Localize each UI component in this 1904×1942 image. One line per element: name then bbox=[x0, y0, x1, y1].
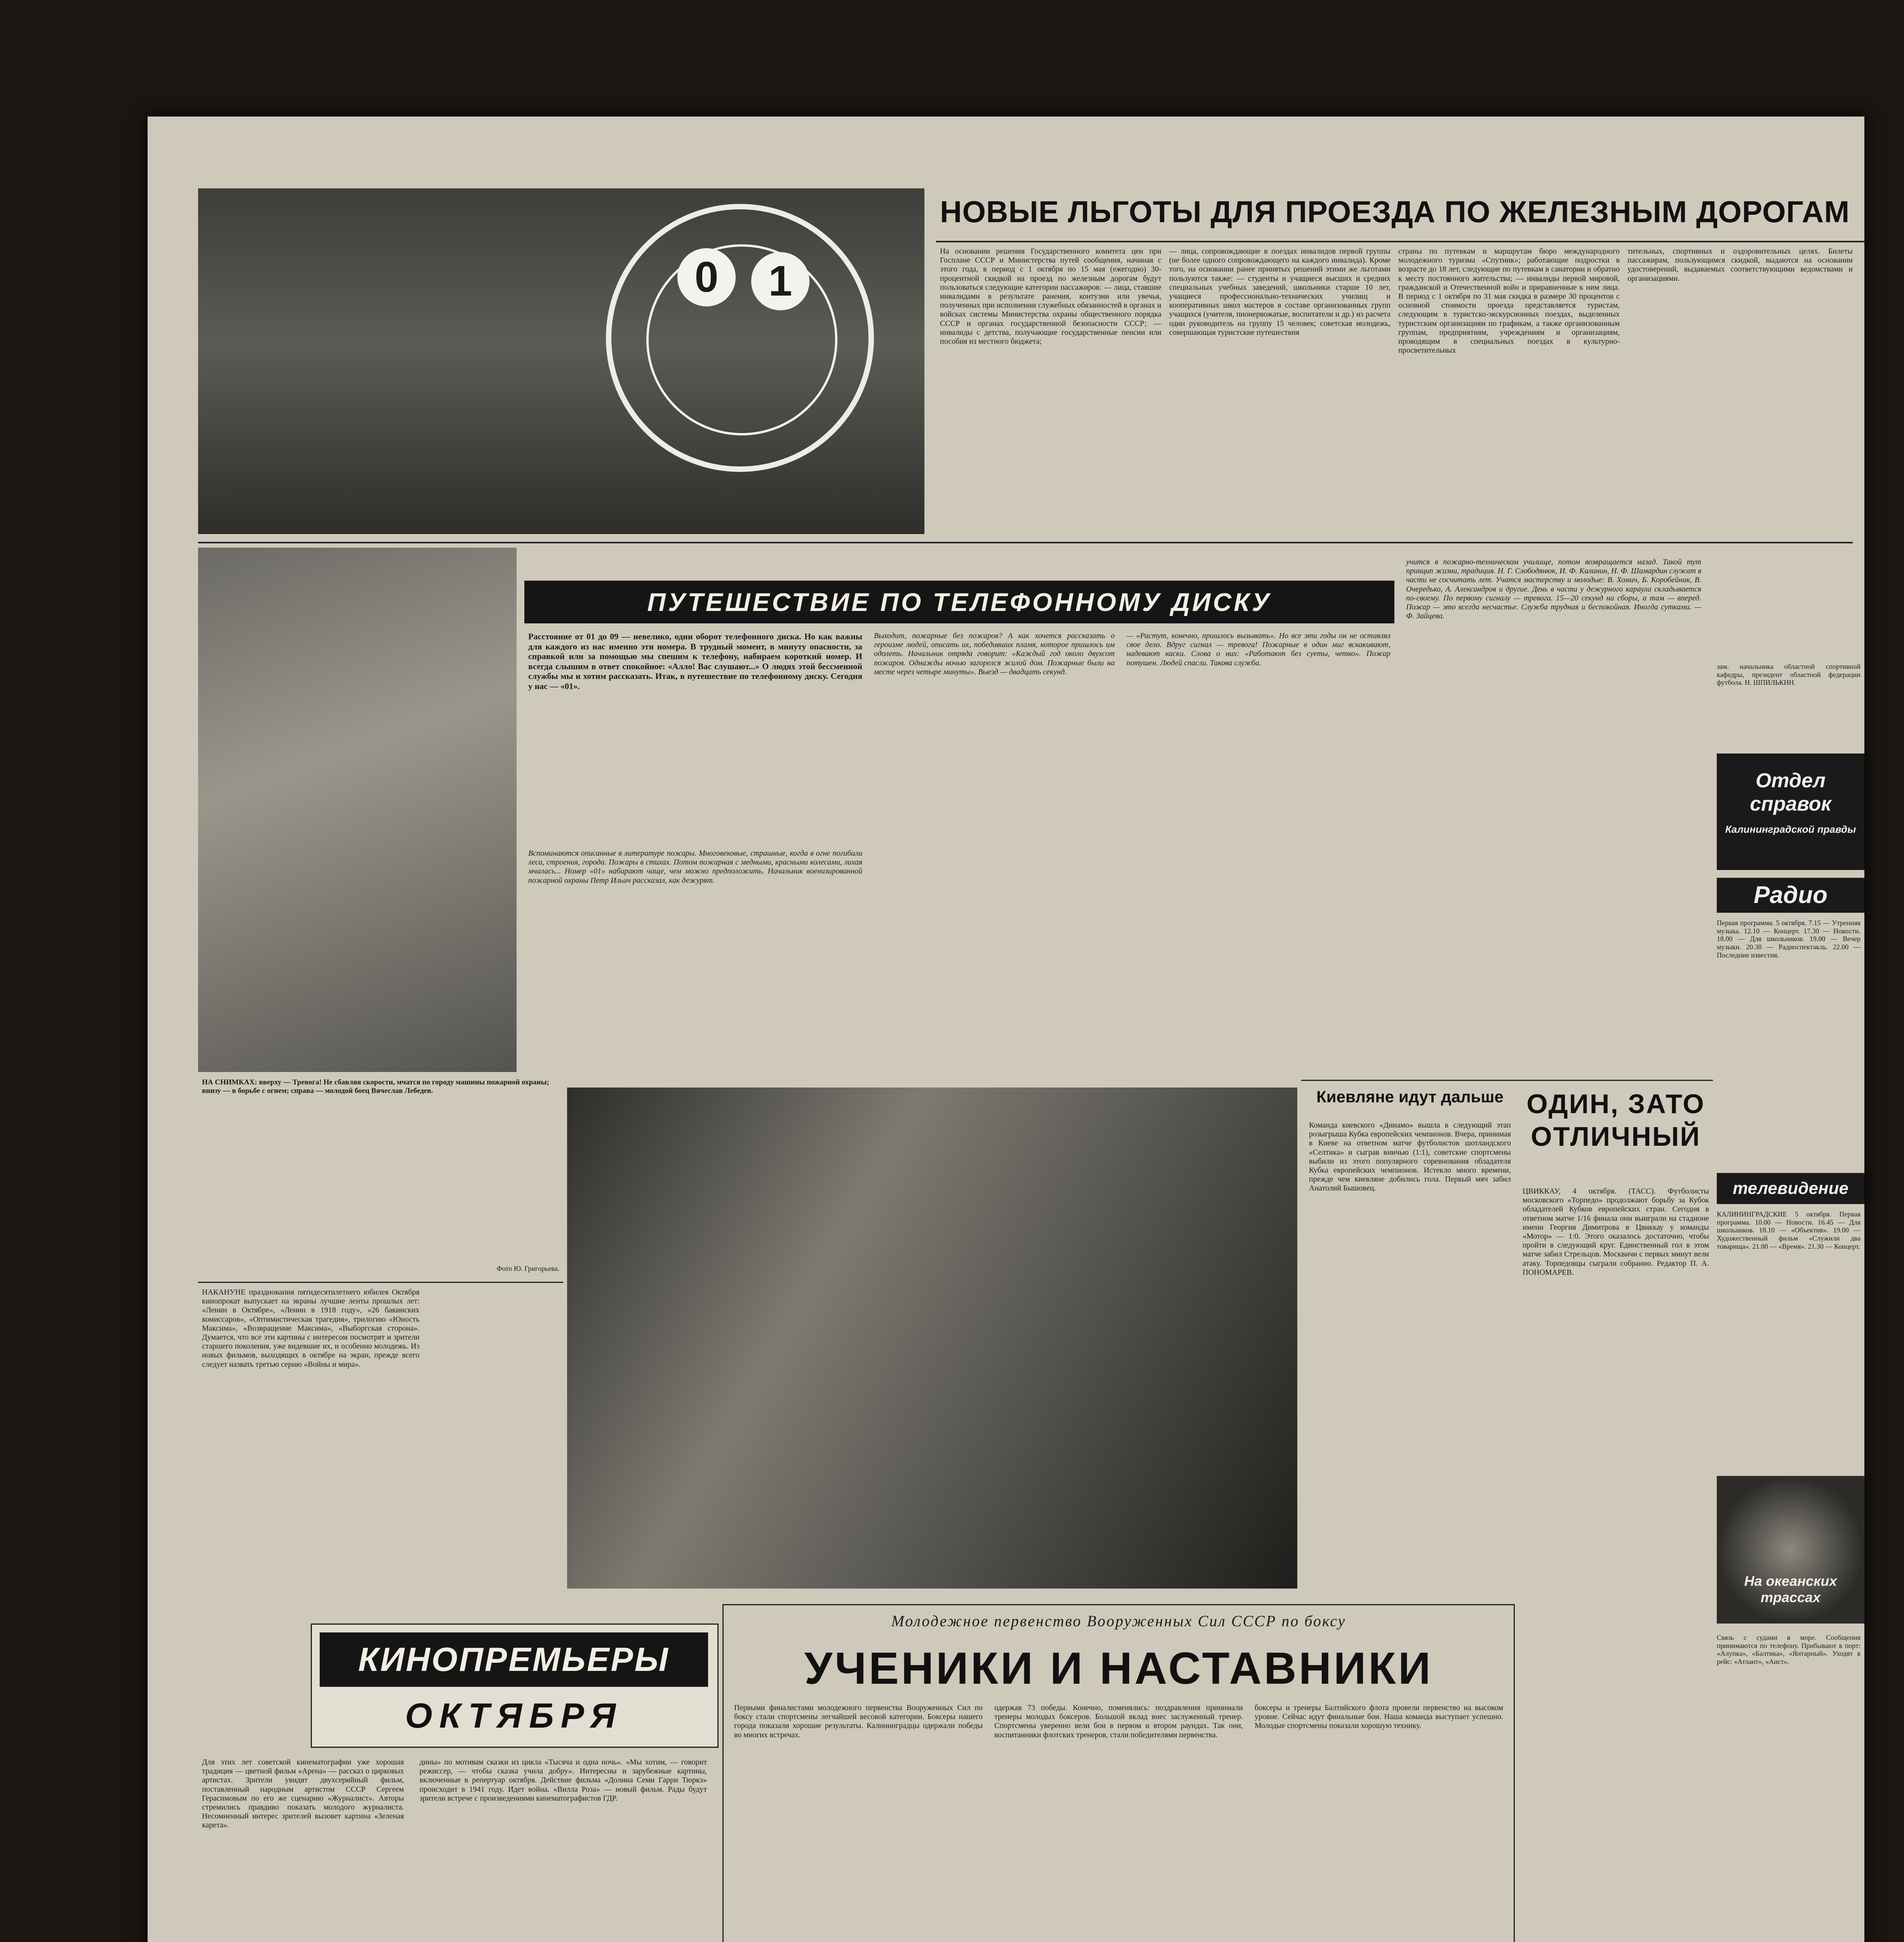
railway-col-3: страны по путевкам и маршрутам бюро международного молодежного туризма «Спутник»; работающие подростки в возрасте до 18 лет, следующие по путевкам в санатории и обратно к месту постоянного жительства; — инвалиды первой мировой, гражданской и Отечественной войн и приравненные к ним лица. В период с 1 октября по 31 мая скидка в размере 30 процентов с основной стоимости проезда представляется туристам, следующим в туристско-экскурсионных поездах, выделенных туристским организациям по графикам, а также организованным группам, предприятиям, учреждениям и организациям, проводящим в специальных поездах в культурно-просветительных bbox=[1398, 247, 1620, 355]
kiev-headline: Киевляне идут дальше bbox=[1316, 1088, 1504, 1106]
railway-col-1: На основании решения Государственного комитета цен при Госплане СССР и Министерства путей сообщения, начиная с этого года, в период с 1 октября по 15 мая (ежегодно) 30-процентной скидкой на проезд по железным дорогам будут пользоваться следующие категории пассажиров: — лица, ставшие инвалидами в результате ранения, контузии или увечья, полученных при исполнении служебных обязанностей в органах и войсках системы Министерства охраны общественного порядка СССР и органах государственной безопасности СССР; — инвалиды с детства, получающие государственные пенсии или пособия из местного бюджета; bbox=[940, 247, 1161, 346]
dial-digit-zero: 0 bbox=[677, 248, 736, 306]
railway-headline: НОВЫЕ ЛЬГОТЫ ДЛЯ ПРОЕЗДА ПО ЖЕЛЕЗНЫМ ДОРОГАМ bbox=[940, 195, 1850, 229]
phone-journey-col-1: Вспоминаются описанные в литературе пожары. Многовековые, страшные, когда в огне погибали леса, строения, города. Пожары в стихах. Потом пожарная с медными, красными колесами, лихая мчалась... Номер «01» набирают чаще, чем можно предположить. Начальник военизированной пожарной охраны Петр Ильич рассказал, как дежурят. bbox=[528, 849, 862, 885]
photo-street-children bbox=[198, 188, 924, 534]
cinema-title-1: КИНОПРЕМЬЕРЫ bbox=[320, 1632, 708, 1687]
phone-dial-graphic bbox=[606, 204, 874, 472]
phone-journey-col-2: Выходит, пожарные без пожаров? А как хочется рассказать о героизме людей, описать их, победивших пламя, которое пришлось им одолеть. Начальник отряда говорит: «Каждый год около двухсот пожаров. Однажды ночью загорелся жилой дом. Пожарные были на месте через четыре минуты». Выезд — двадцать секунд. bbox=[874, 632, 1115, 676]
phone-photo-caption: НА СНИМКАХ: вверху — Тревога! Не сбавляя скорости, мчатся по городу машины пожарной охраны; внизу — в борьбе с огнем; справа — молодой боец Вячеслав Лебедев. bbox=[202, 1078, 549, 1095]
photo-firefighter bbox=[567, 1088, 1297, 1589]
boxing-kicker: Молодежное первенство Вооруженных Сил СССР по боксу bbox=[891, 1612, 1346, 1630]
phone-photo-credit: Фото Ю. Григорьева. bbox=[496, 1265, 559, 1272]
phone-journey-col-3: — «Растут, конечно, пришлось вызывать». Но все эти годы он не оставлял свое дело. Вдруг сигнал — тревога! Пожарные в один миг вскакивают, надевают каски. Слова о них: «Работают без суеты, четко». Пожар потушен. Людей спасли. Такова служба. bbox=[1126, 632, 1391, 667]
boxing-headline: УЧЕНИКИ И НАСТАВНИКИ bbox=[804, 1643, 1433, 1693]
boxing-col-2: одержав 73 победы. Конечно, поменялись: поздравления принимали тренеры молодых боксеров. Большой вклад внес заслуженный тренер. Спортсмены уверенно вели бои в первом и втором раундах. Так они, воспитанники флотских тренеров, стали победителями первенства. bbox=[994, 1704, 1243, 1739]
cinema-body-3: дины» по мотивам сказки из цикла «Тысяча и одна ночь». «Мы хотим, — говорит режиссер, — чтобы сказка учила добру». Интересны и зарубежные картины, включенные в репертуар октября. Действие фильма «Долина Семи Гарри Тюркэ» происходит в 1941 году. Идет война. «Вилла Роза» — новый фильм. Рады будут зрители встрече с произведениями кинематографистов ГДР. bbox=[419, 1758, 707, 1803]
railway-col-2: — лица, сопровождающие в поездах инвалидов первой группы (не более одного сопровождающего на каждого инвалида). Кроме того, на основании ранее принятых решений этими же льготами пользуются также: — студенты и учащиеся высших и средних специальных учебных заведений, школьники старше 10 лет, учащиеся профессионально-технических училищ и кооперативных школ мастеров в составе организованных групп учащихся (учителя, пионервожатые, воспитатели и др.) из расчета один руководитель на группу 15 человек; советская молодежь, совершающая туристские путешествия bbox=[1169, 247, 1391, 337]
radio-listing: Первая программа. 5 октября. 7.15 — Утренняя музыка. 12.10 — Концерт. 17.30 — Новости. 18.00 — Для школьников. 19.00 — Вечер музыки. 20.30 — Радиоспектакль. 22.00 — Последние известия. bbox=[1717, 919, 1860, 959]
sidebar-text-1: зам. начальника областной спортивной кафедры, президент областной федерации футбола. Н. ШПИЛЬКИН. bbox=[1717, 663, 1860, 687]
one-goal-body: ЦВИККАУ, 4 октября. (ТАСС). Футболисты московского «Торпедо» продолжают борьбу за Кубок обладателей Кубков европейских стран. Сегодня в ответном матче 1/16 финала они выиграли на стадионе имени Георгия Димитрова в Цвиккау у команды «Мотор» — 1:0. Этого оказалось достаточно, чтобы пройти в следующий круг. Единственный гол в этом матче забил Стрельцов. Москвичи с первых минут вели атаку. Торпедовцы сыграли собранно. Редактор П. А. ПОНОМАРЕВ. bbox=[1523, 1187, 1709, 1277]
ocean-listing: Связь с судами в море. Сообщения принимаются по телефону. Прибывают в порт: «Алупка», «Балтика», «Янтарный». Уходят в рейс: «Атлант», «Аист». bbox=[1717, 1634, 1860, 1666]
tv-listing: КАЛИНИНГРАДСКИЕ 5 октября. Первая программа. 10.00 — Новости. 16.45 — Для школьников. 18.10 — «Объектив». 19.00 — Художественный фильм «Служили два товарища». 21.00 — «Время». 21.30 — Концерт. bbox=[1717, 1210, 1860, 1250]
cinema-body-2: Для этих лет советской кинематографии уже хорошая традиция — цветной фильм «Арена» — рассказ о цирковых артистах. Зрители увидят двухсерийный фильм, поставленный народным артистом СССР Сергеем Герасимовым по его же сценарию «Журналист». Авторы стремились правдиво показать молодого журналиста. Несомненный интерес зрителей вызовет картина «Зеленая карета». bbox=[202, 1758, 404, 1830]
ocean-title: На океанских трассах bbox=[1744, 1573, 1837, 1605]
one-goal-headline: ОДИН, ЗАТО ОТЛИЧНЫЙ bbox=[1526, 1089, 1705, 1152]
reference-department bbox=[1717, 753, 1864, 870]
cinema-body-1: НАКАНУНЕ празднования пятидесятилетнего юбилея Октября кинопрокат выпускает на экраны лучшие ленты прошлых лет: «Ленин в Октябре», «Ленин в 1918 году», «26 бакинских комиссаров», «Оптимистическая трагедия», трилогию «Юность Максима», «Возвращение Максима», «Выборгская сторона». Думается, что все эти картины с интересом посмотрят и зрители старшего поколения, уже видевшие их, и особенно молодежь. Из новых фильмов, выходящих в октябре на экран, прежде всего следует назвать третью серию «Войны и мира». bbox=[202, 1288, 419, 1369]
reference-sub: Калининградской правды bbox=[1725, 823, 1856, 835]
newspaper-page bbox=[148, 117, 1864, 1942]
photo-fire-truck bbox=[198, 548, 517, 1072]
cinema-title-2: ОКТЯБРЯ bbox=[405, 1697, 623, 1735]
reference-title: Отдел справок bbox=[1750, 769, 1831, 815]
radio-title: Радио bbox=[1717, 878, 1864, 913]
tv-title: телевидение bbox=[1717, 1173, 1864, 1204]
boxing-col-3: боксеры и тренеры Балтийского флота провели первенство на высоком уровне. Сейчас идут финальные бои. Наша команда выступает успешно. Молодые спортсмены показали хорошую технику. bbox=[1255, 1704, 1503, 1730]
railway-col-4: тительных, спортивных и оздоровительных целях. Билеты пассажирам, пользующимся скидкой, выдаются на основании удостоверений, выдаваемых соответствующими ведомствами и организациями. bbox=[1627, 247, 1853, 283]
dial-digit-one: 1 bbox=[751, 252, 809, 310]
ocean-routes-emblem bbox=[1717, 1476, 1864, 1624]
phone-journey-headline: ПУТЕШЕСТВИЕ ПО ТЕЛЕФОННОМУ ДИСКУ bbox=[524, 581, 1394, 623]
kiev-body: Команда киевского «Динамо» вышла в следующий этап розыгрыша Кубка европейских чемпионов. Вчера, принимая в Киеве на ответном матче футболистов шотландского «Селтика» и сыграв вничью (1:1), советские спортсмены выбили из этого популярного соревнования обладателя Кубка европейских чемпионов. Истекло много времени, прежде чем киевляне добились гола. Первый мяч забил Анатолий Бышовец. bbox=[1309, 1121, 1511, 1193]
phone-journey-lead: Расстояние от 01 до 09 — невелико, один оборот телефонного диска. Но как важны для каждого из нас именно эти номера. В трудный момент, в минуту опасности, за справкой или за помощью мы спешим к телефону, набираем короткий номер. И всегда слышим в ответ спокойное: «Алло! Вас слушают...» О людях этой бессменной службы мы и хотим рассказать. Итак, в путешествие по телефонному диску. Сегодня у нас — «01». bbox=[528, 632, 862, 691]
boxing-col-1: Первыми финалистами молодежного первенства Вооруженных Сил по боксу стали спортсмены легчайшей весовой категории. Боксеры нашего города показали хорошие результаты. Калининградцы одержали победы во многих встречах. bbox=[734, 1704, 983, 1739]
cinema-title-box bbox=[311, 1624, 719, 1748]
phone-journey-col-4: учится в пожарно-техническом училище, потом возвращается назад. Такой тут принцип жизни, традиция. Н. Г. Слободянюк, И. Ф. Калинин, Н. Ф. Шамардин служат в части не сосчитать лет. Учатся мастерству и молодые: В. Хомич, Б. Коробейник, В. Очередько, А. Александров и другие. День в части у дежурного караула складывается по-своему. По первому сигналу — тревога. 15—20 секунд на сборы, а там — вперед. Пожар — это всегда несчастье. Служба трудная и беспокойная. Иногда сутками. — Ф. Зайцева. bbox=[1406, 558, 1701, 621]
